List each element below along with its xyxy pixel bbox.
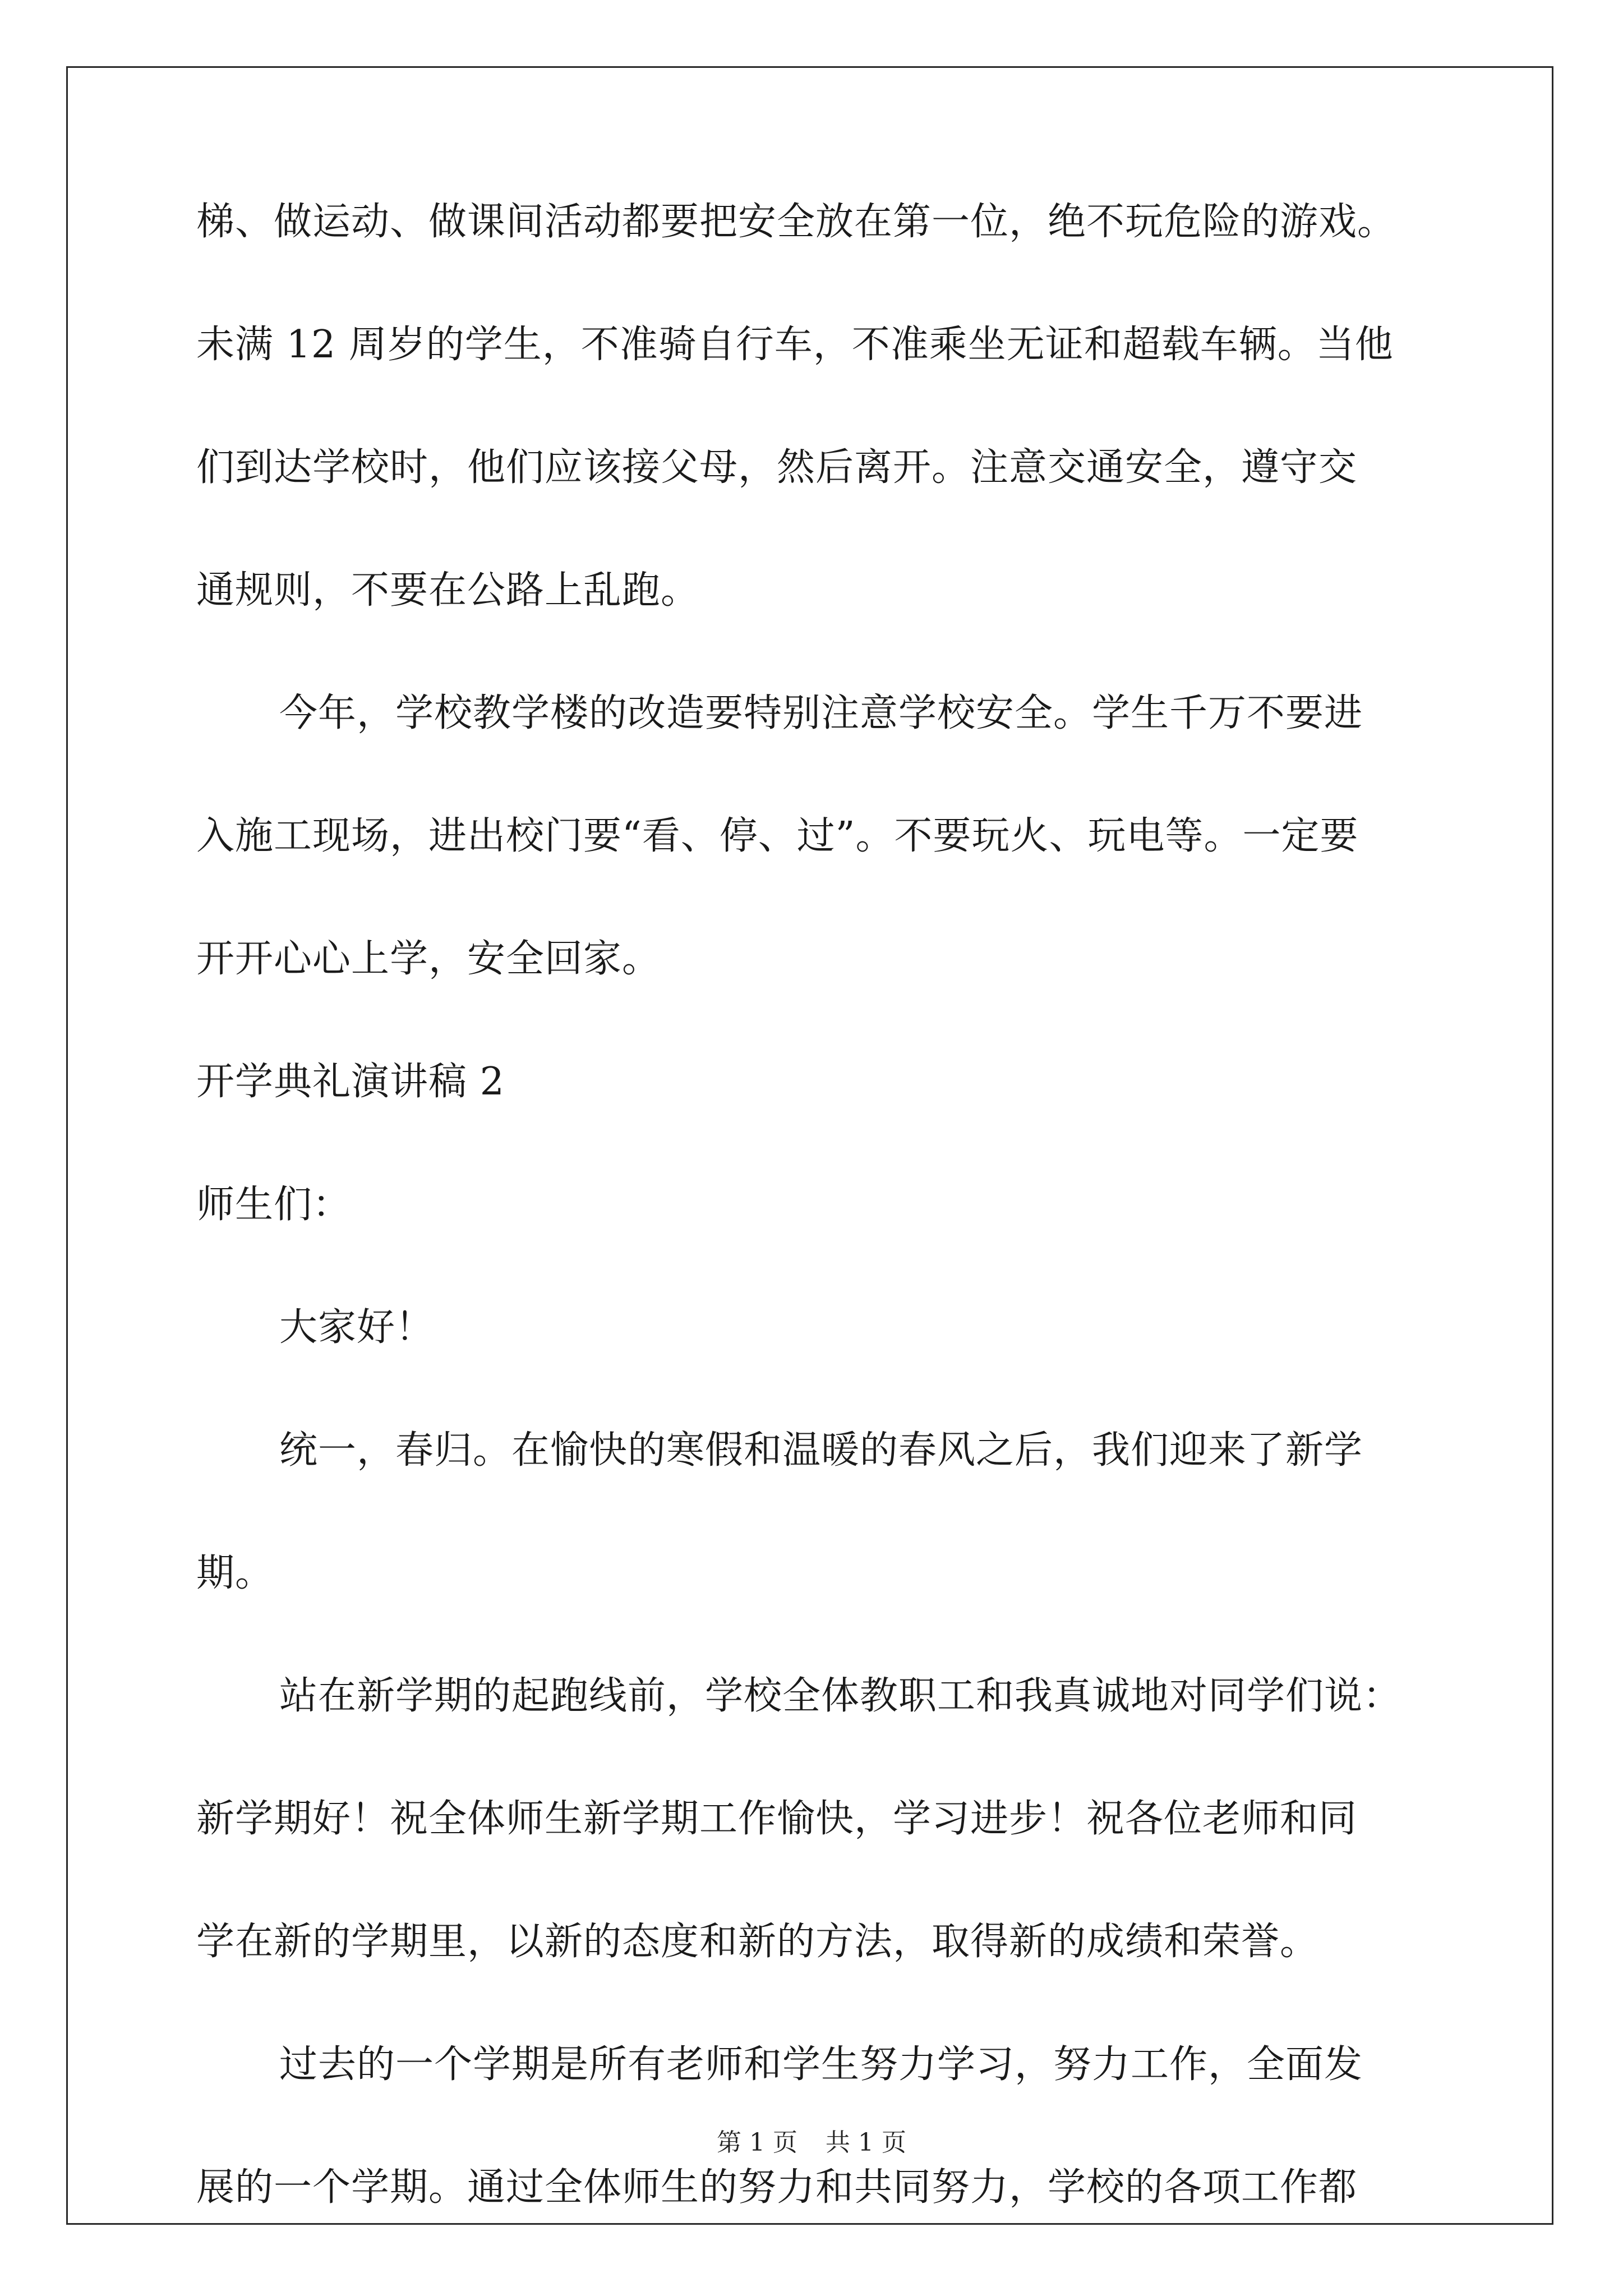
text-line: 期。	[196, 1551, 274, 1595]
page-footer	[0, 2129, 1623, 2157]
section-heading: 开学典礼演讲稿 2	[196, 1060, 505, 1104]
paragraph-start: 今年，学校教学楼的改造要特别注意学校安全。学生千万不要进	[279, 691, 1363, 735]
page-number-current: 第 1 页	[717, 2128, 797, 2157]
paragraph-start: 站在新学期的起跑线前，学校全体教职工和我真诚地对同学们说：	[279, 1674, 1402, 1718]
greeting: 大家好！	[279, 1305, 435, 1350]
text-line: 梯、做运动、做课间活动都要把安全放在第一位，绝不玩危险的游戏。	[196, 200, 1396, 244]
salutation: 师生们：	[196, 1182, 352, 1227]
page-number-total: 共 1 页	[826, 2128, 906, 2157]
paragraph-start: 过去的一个学期是所有老师和学生努力学习，努力工作，全面发	[279, 2042, 1363, 2087]
text-line: 们到达学校时，他们应该接父母，然后离开。注意交通安全，遵守交	[196, 445, 1358, 490]
text-line: 学在新的学期里，以新的态度和新的方法，取得新的成绩和荣誉。	[196, 1920, 1319, 1964]
text-line: 入施工现场，进出校门要“看、停、过”。不要玩火、玩电等。一定要	[196, 814, 1359, 858]
text-line: 开开心心上学，安全回家。	[196, 937, 661, 981]
text-line: 展的一个学期。通过全体师生的努力和共同努力，学校的各项工作都	[196, 2165, 1358, 2210]
paragraph-start: 统一，春归。在愉快的寒假和温暖的春风之后，我们迎来了新学	[279, 1428, 1363, 1473]
text-line: 新学期好！祝全体师生新学期工作愉快，学习进步！祝各位老师和同	[196, 1797, 1358, 1841]
text-line: 通规则，不要在公路上乱跑。	[196, 568, 700, 613]
document-body	[196, 202, 1430, 2290]
text-line: 未满 12 周岁的学生，不准骑自行车，不准乘坐无证和超载车辆。当他	[196, 323, 1394, 367]
